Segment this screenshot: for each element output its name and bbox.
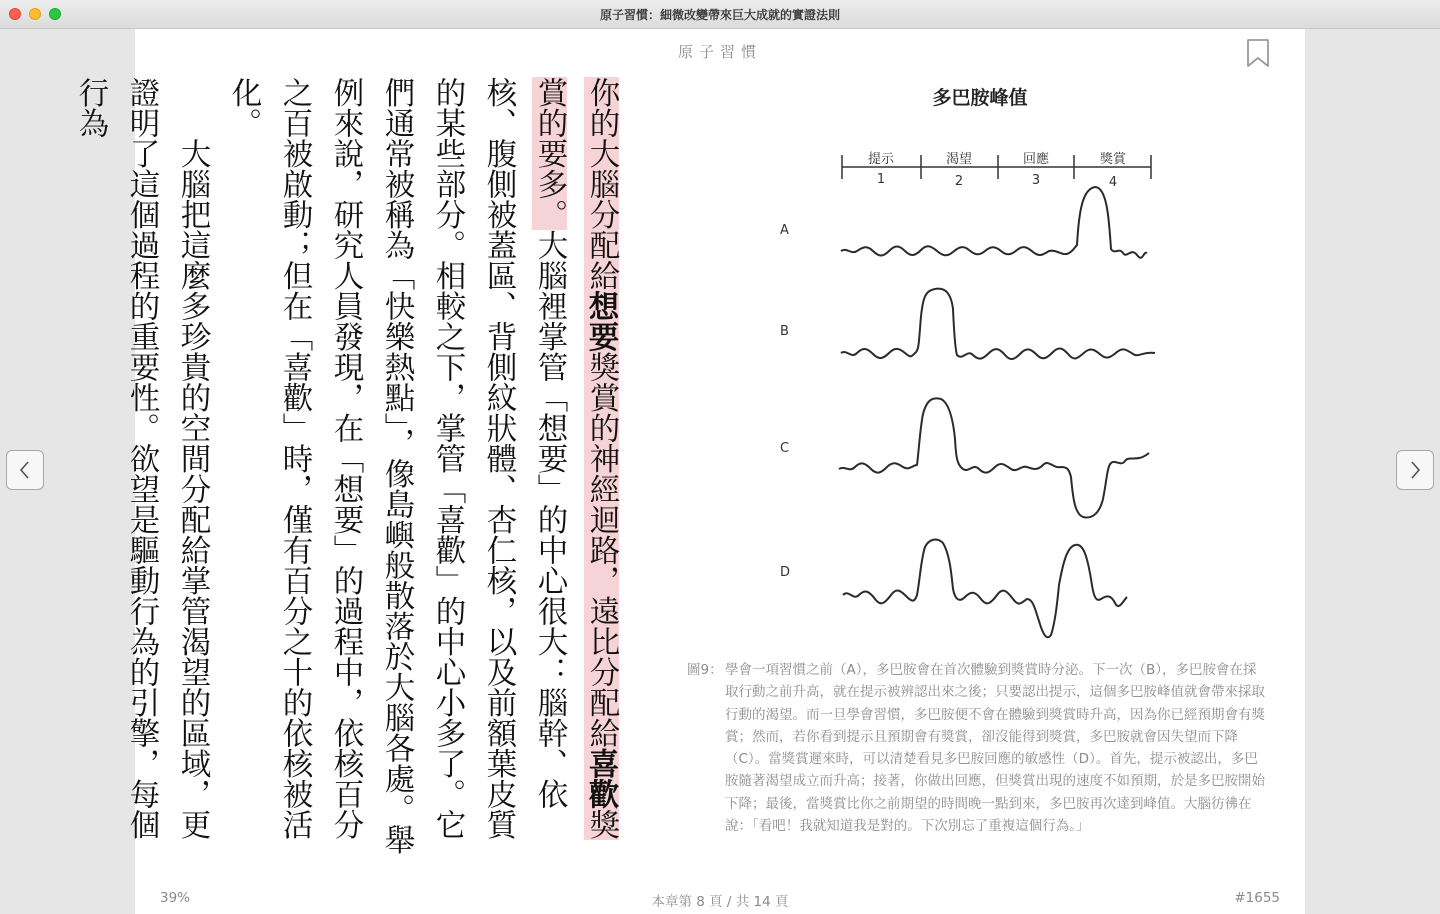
chevron-left-icon	[17, 460, 33, 480]
highlight-text-e: 獎賞的要多。	[532, 77, 619, 840]
highlight-text-c: 獎賞的神經迴路，遠比分配給	[584, 351, 619, 748]
row-label-c: C	[780, 441, 790, 456]
location-number: #1655	[1234, 890, 1280, 906]
book-title: 原子習慣	[677, 43, 762, 61]
window-title: 原子習慣：細微改變帶來巨大成就的實證法則	[599, 8, 840, 22]
row-label-b: B	[780, 324, 789, 339]
book-page	[73, 29, 1305, 914]
title-bar	[0, 0, 1440, 29]
stage-number: 1	[876, 172, 886, 187]
highlight-bold-wanting: 想要	[583, 290, 619, 352]
dopamine-wave-a-icon	[841, 187, 1147, 258]
chapter-page-info: 本章第 8 頁 / 共 14 頁	[651, 894, 789, 910]
bookmark-icon[interactable]	[1245, 38, 1271, 68]
stage-number: 4	[1108, 175, 1118, 190]
dopamine-figure	[765, 69, 1195, 659]
stage-label: 獎賞	[1099, 152, 1127, 167]
stage-number: 2	[954, 174, 964, 189]
dopamine-chart	[765, 69, 1195, 659]
dopamine-wave-d-icon	[843, 540, 1127, 638]
paragraph-1	[218, 77, 627, 867]
caption-label: 圖9：	[687, 662, 723, 678]
row-label-a: A	[780, 223, 789, 238]
row-label-d: D	[780, 565, 791, 580]
stage-number: 3	[1031, 173, 1041, 188]
highlight-bold-liking: 喜歡	[583, 748, 619, 809]
stage-label: 渴望	[945, 152, 973, 167]
dopamine-wave-c-icon	[839, 398, 1149, 517]
figure-title: 多巴胺峰值	[932, 87, 1028, 109]
paragraph-2: 大腦把這麼多珍貴的空間分配給掌管渴望的區域，更證明了這個過程的重要性。欲望是驅動行為的引擎，每個行為	[73, 77, 210, 840]
stage-label: 提示	[867, 152, 895, 167]
chevron-right-icon	[1407, 460, 1423, 480]
stage-label: 回應	[1022, 152, 1050, 167]
previous-page-button[interactable]	[6, 450, 44, 490]
highlight-text-a: 你的大腦分配給	[584, 77, 619, 291]
paragraph-1-rest: 大腦裡掌管「想要」的中心很大：腦幹、依核、腹側被蓋區、背側紋狀體、杏仁核，以及前額葉皮質的某些部分。相較之下，掌管「喜歡」的中心小多了。它們通常被稱為「快樂熱點」，像島嶼般散落於大腦各處。舉例來說，研究人員發現，在「想要」的過程中，依核百分之百被啟動；但在「喜歡」時，僅有百分之十的依核被活化。	[226, 77, 567, 855]
figure-caption	[687, 659, 1267, 837]
vertical-body-text	[73, 77, 627, 867]
dopamine-wave-b-icon	[841, 289, 1155, 359]
reading-progress: 39%	[160, 890, 191, 906]
caption-body: 學會一項習慣之前（A），多巴胺會在首次體驗到獎賞時分泌。下一次（B），多巴胺會在採取行動之前升高，就在提示被辨認出來之後；只要認出提示，這個多巴胺峰值就會帶來採取行動的渴望。而一旦學會習慣，多巴胺便不會在體驗到獎賞時升高，因為你已經預期會有獎賞；然而，若你看到提示且預期會有獎賞，卻沒能得到獎賞，多巴胺就會因失望而下降（C）。當獎賞遲來時，可以清楚看見多巴胺回應的敏感性（D）。首先，提示被認出，多巴胺隨著渴望成立而升高；接著，你做出回應，但獎賞出現的速度不如預期，於是多巴胺開始下降；最後，當獎賞比你之前期望的時間晚一點到來，多巴胺再次達到峰值。大腦彷彿在說：「看吧！我就知道我是對的。下次別忘了重複這個行為。」	[725, 662, 1265, 835]
next-page-button[interactable]	[1396, 450, 1434, 490]
